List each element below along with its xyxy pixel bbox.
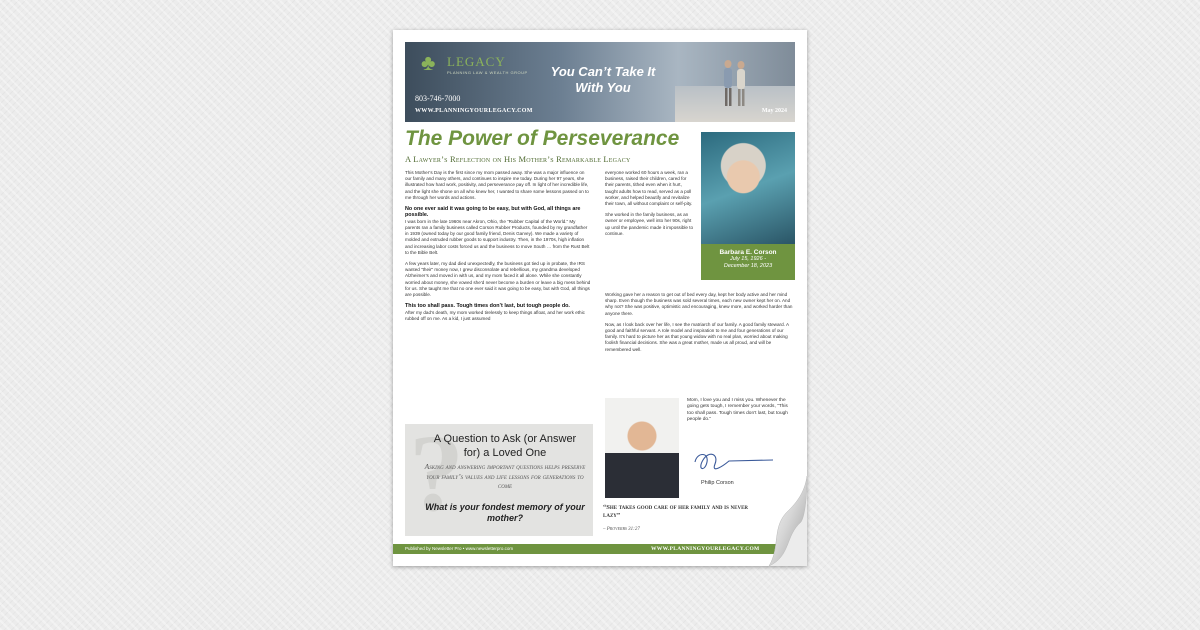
paragraph: everyone worked 60 hours a week, ran a business, raised their children, cared for their parents, tithed even when it hurt, taught adults how to read, served as a poll worker, and helped beautify and revitalize their town, all without complaint or self-pity. [605,170,693,207]
paragraph: A few years later, my dad died unexpectedly, the business got tied up in probate, the IRS wanted “their” money now, I grew disconsolate and rebellious, my grandma developed Alzheimer’s and moved in with us, and my mom faced it all alone. While she constantly worried about money, she vowed she’d never become a burden or leave a big mess behind for us. She taught me that no one ever said it was going to be easy, but with God, all things are possible. [405,261,591,298]
question-box [405,412,593,536]
paragraph: Now, as I look back over her life, I see the matriarch of our family. A good family steward. A good and faithful servant. A role model and inspiration to me and four generations of our family. It’s hard to picture her as that young widow with no real plan, worried about making foolish financial decisions. She was a great mother, made us all proud, and will be remembered well. [605,321,789,352]
masthead [405,42,795,122]
signer-name: Philip Corson [701,480,734,486]
website-url: WWW.PLANNINGYOURLEGACY.COM [415,108,533,114]
author-photo [605,398,679,498]
closing-note: Mom, I love you and I miss you. Whenever the going gets tough, I remember your words, “This too shall pass. Tough times don’t last, but tough people do.” [687,398,788,422]
couple-photo [715,56,755,112]
section-heading: No one ever said it was going to be easy, but with God, all things are possible. [405,206,581,219]
article-subtitle: A Lawyer’s Reflection on His Mother’s Remarkable Legacy [405,154,631,164]
question-text: What is your fondest memory of your mother? [425,502,585,523]
question-box-subtitle: Asking and answering important questions helps preserve your family’s values and life lessons for generations to come [424,462,586,490]
question-mark-icon: ? [409,412,464,534]
paragraph: This Mother’s Day is the first since my mom passed away. She was a major influence on our family and many others, and continues to inspire me today. During her 97 years, she illustrated how hard work, positivity, and perseverance pay off. In light of her incredible life, and the light she shone on all who knew her, I wanted to share some lessons passed on to me through her words and actions. [405,170,589,200]
newsletter-page [393,30,807,566]
phone-number: 803-746-7000 [415,94,461,103]
masthead-tagline: You Can’t Take It With You [550,64,656,95]
mother-death: December 18, 2023 [723,263,773,269]
paragraph: Working gave her a reason to get out of bed every day, kept her body active and her mind sharp. Even though the business was sold several times, each new owner kept her on. And why not? She was positive, optimistic and encouraging, knew more, and worked harder than anyone there. [605,292,793,316]
mother-name: Barbara E. Corson [719,249,777,256]
page-curl-icon [761,476,807,566]
paragraph: I was born in the late 1960s near Akron, Ohio, the “Rubber Capital of the World.” My parents ran a family business called Corson Rubber Products, founded by my grandfather in 1939 (owned today by our good family friend, Denis Garvey). We made a variety of molded and extruded rubber goods to support industry. Then, in the 1970s, high inflation and increasing labor costs forced us and the business to move South … from the Rust Belt to the Bible Belt. [405,218,590,255]
article-title: The Power of Perseverance [405,127,680,150]
mother-birth: July 15, 1926 - [729,256,767,262]
paragraph: After my dad’s death, my mom worked tirelessly to keep things afloat, and her work ethic rubbed off on me. As a kid, I just assumed [405,309,585,321]
issue-date: May 2024 [761,108,787,114]
paragraph: She worked in the family business, as an owner or employee, well into her 90s, right up until the pandemic made it impossible to continue. [605,212,694,236]
footer-bar [393,544,807,554]
question-box-title: A Question to Ask (or Answer for) a Loved One [433,433,577,459]
article-column-2 [605,170,695,242]
signature-image [689,448,775,474]
logo-word: LEGACY [447,54,506,69]
tree-icon: ♣ [421,50,436,75]
publisher-credit: Published by Newsletter Pro • www.newsletterpro.com [405,546,514,551]
article-column-1 [405,170,591,327]
bible-quote: “She takes good care of her family and is never lazy” [603,504,749,519]
article-column-3 [605,292,795,358]
quote-source: – Proverbs 31:27 [603,527,640,532]
mother-caption [701,244,795,280]
footer-website: WWW.PLANNINGYOURLEGACY.COM [651,545,760,552]
legacy-logo [415,48,535,84]
mother-photo [701,132,795,244]
logo-subtitle: PLANNING LAW & WEALTH GROUP [447,70,528,75]
section-heading: This too shall pass. Tough times don’t last, but tough people do. [405,303,570,310]
